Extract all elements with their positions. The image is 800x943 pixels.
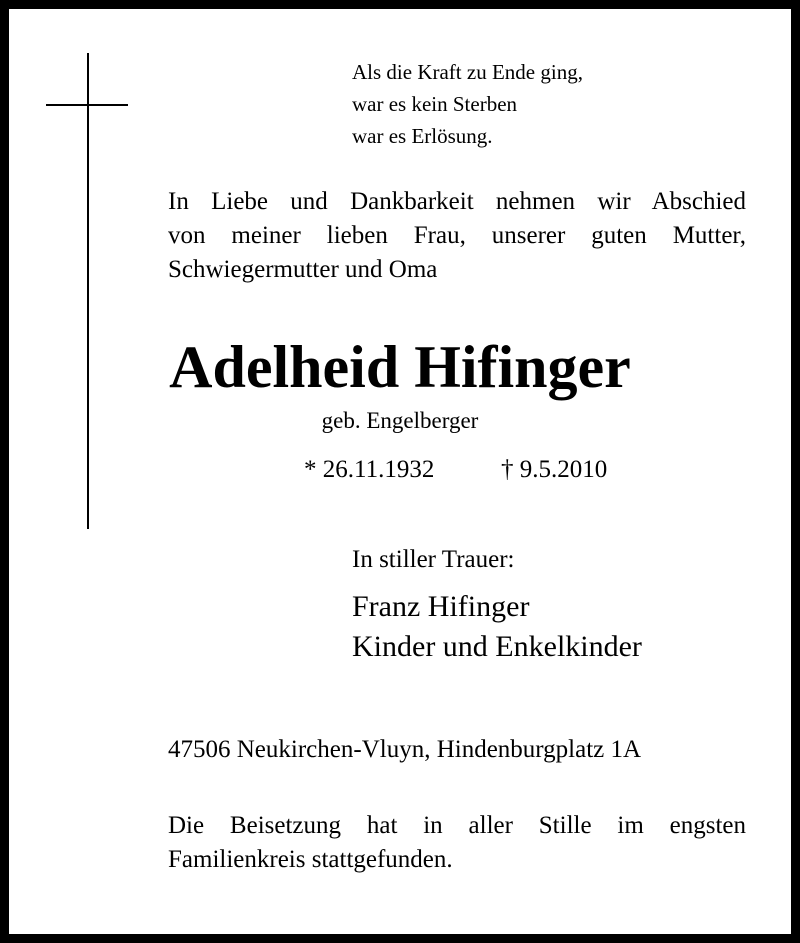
deceased-name: Adelheid Hifinger (169, 334, 631, 400)
funeral-line: Familienkreis stattgefunden. (168, 846, 453, 873)
intro-text (168, 185, 746, 287)
motto-line: Als die Kraft zu Ende ging, (352, 60, 583, 84)
funeral-line: Die Beisetzung hat in aller Stille im engsten (168, 812, 746, 839)
mourner-name: Kinder und Enkelkinder (352, 630, 642, 663)
maiden-name: geb. Engelberger (321, 408, 479, 433)
intro-line: Schwiegermutter und Oma (168, 256, 438, 283)
intro-line: von meiner lieben Frau, unserer guten Mutter, (168, 222, 746, 249)
motto-line: war es kein Sterben (352, 92, 518, 116)
motto (352, 56, 583, 152)
death-date: † 9.5.2010 (501, 456, 608, 483)
cross-icon-crossbar (46, 104, 128, 106)
motto-line: war es Erlösung. (352, 124, 493, 148)
mourners-list (352, 587, 642, 667)
intro-line: In Liebe und Dankbarkeit nehmen wir Abschied (168, 188, 746, 215)
mourning-heading: In stiller Trauer: (352, 546, 515, 573)
address: 47506 Neukirchen-Vluyn, Hindenburgplatz 1A (168, 736, 642, 763)
funeral-note (168, 809, 746, 877)
mourner-name: Franz Hifinger (352, 590, 530, 623)
cross-icon (87, 53, 89, 529)
birth-date: * 26.11.1932 (304, 456, 435, 483)
